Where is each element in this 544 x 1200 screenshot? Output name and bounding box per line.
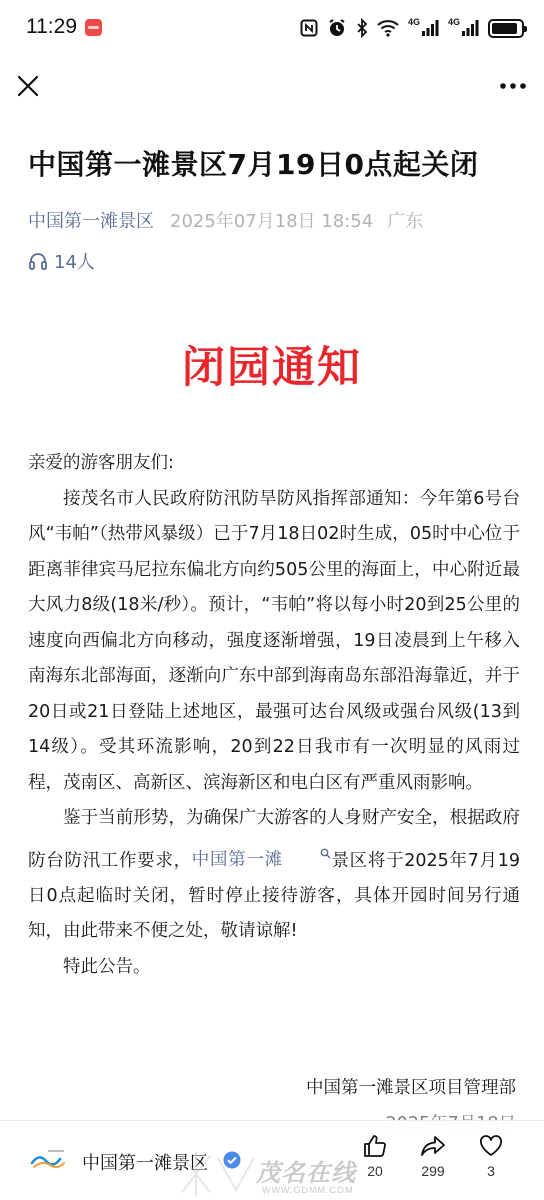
top-bar [0, 60, 544, 112]
share-count: 299 [421, 1163, 445, 1179]
status-time: 11:29 [26, 15, 77, 38]
paragraph-2-text-after: 景区将于2025年7月19日0点起临时关闭，暂时停止接待游客，具体开园时间另行通知，由此带来不便之处，敬请谅解! [28, 850, 520, 942]
account-logo-icon [30, 1147, 68, 1173]
account-avatar[interactable] [30, 1147, 68, 1173]
article-body [28, 446, 520, 985]
alarm-icon [327, 17, 347, 39]
network-type-2: 4G [447, 17, 460, 27]
search-icon [285, 837, 331, 873]
like-button[interactable] [350, 1133, 400, 1179]
more-options-button[interactable] [498, 74, 528, 98]
article-title: 中国第一滩景区7月19日0点起关闭 [28, 148, 479, 181]
nfc-icon [300, 17, 318, 39]
share-button[interactable] [408, 1133, 458, 1179]
network-type-1: 4G [407, 17, 420, 27]
watermark-url: WWW.GDMM.COM [262, 1185, 354, 1195]
closing-line: 特此公告。 [63, 956, 151, 977]
thumbs-up-icon [362, 1133, 388, 1159]
battery-level [492, 23, 517, 34]
article-meta [28, 205, 528, 235]
listener-count: 14人 [54, 252, 95, 273]
more-icon [498, 74, 528, 98]
search-keyword-text: 中国第一滩 [191, 850, 283, 871]
cellular-signal-1-icon [408, 17, 439, 39]
favorite-button[interactable] [466, 1133, 516, 1179]
favorite-count: 3 [487, 1163, 495, 1179]
close-button[interactable] [14, 72, 42, 100]
close-icon [14, 72, 42, 100]
wifi-icon [377, 17, 399, 39]
listen-button[interactable] [28, 246, 95, 276]
cellular-signal-2-icon [448, 17, 479, 39]
publish-location: 广东 [387, 211, 424, 232]
status-icons [300, 16, 524, 40]
publish-date: 2025年07月18日 18:54 [170, 211, 374, 232]
battery-icon [488, 19, 524, 38]
heart-icon [478, 1133, 504, 1159]
bluetooth-icon [356, 17, 368, 39]
notification-app-icon [85, 19, 102, 36]
account-link[interactable]: 中国第一滩景区 [28, 211, 154, 232]
greeting: 亲爱的游客朋友们: [28, 453, 174, 473]
paragraph-2 [28, 801, 520, 950]
paragraph-1: 接茂名市人民政府防汛防旱防风指挥部通知：今年第6号台风“韦帕”（热带风暴级）已于7月18日02时生成，05时中心位于距离菲律宾马尼拉东偏北方向约505公里的海面上，中心附近最大风力8级(18米/秒）。预计，“韦帕”将以每小时20到25公里的速度向西偏北方向移动，强度逐渐增强，19日凌晨到上午移入南海东北部海面，逐渐向广东中部到海南岛东部沿海靠近，并于20日或21日登陆上述地区，最强可达台风级或强台风级(13到14级）。受其环流影响，20到22日我市有一次明显的风雨过程，茂南区、高新区、滨海新区和电白区有严重风雨影响。 [28, 488, 520, 793]
headphones-icon [28, 251, 48, 271]
like-count: 20 [367, 1163, 383, 1179]
search-keyword-link[interactable] [192, 850, 331, 870]
verified-badge-icon [223, 1151, 241, 1169]
watermark-text: 茂名在线 [256, 1159, 356, 1187]
paragraph-2-text-before: 鉴于当前形势，为确保广大游客的人身财产安全，根据政府防台防汛工作要求， [28, 808, 520, 871]
signature-org: 中国第一滩景区项目管理部 [306, 1078, 516, 1098]
share-icon [420, 1133, 446, 1159]
status-bar [0, 0, 544, 56]
bottom-account-name[interactable]: 中国第一滩景区 [82, 1153, 208, 1174]
notice-heading: 闭园通知 [182, 343, 362, 393]
